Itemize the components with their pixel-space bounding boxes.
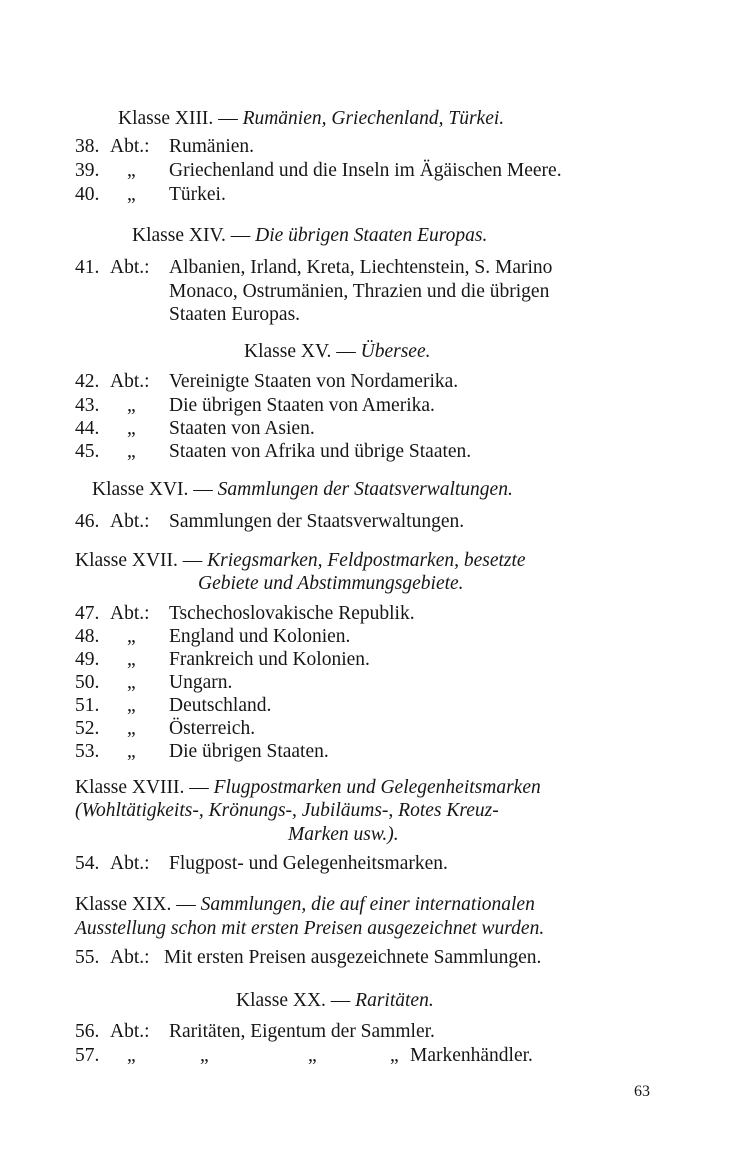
heading-dash: —: [336, 341, 356, 362]
entry-ditto: „: [127, 418, 136, 439]
class-label: Klasse XIX.: [75, 894, 172, 915]
entry-number: 38.: [75, 136, 100, 157]
heading-dash: —: [230, 225, 251, 246]
entry-number: 48.: [75, 626, 100, 647]
class-label: Klasse XIV.: [132, 225, 226, 246]
entry-number: 49.: [75, 649, 100, 670]
entry-number: 44.: [75, 418, 100, 439]
entry-text: Tschechoslovakische Republik.: [169, 603, 415, 624]
entry-text-continuation: Monaco, Ostrumänien, Thrazien und die übrigen: [169, 281, 550, 302]
heading-dash: —: [330, 990, 351, 1011]
heading-dash: —: [176, 894, 196, 915]
class-title: Die übrigen Staaten Europas.: [255, 225, 488, 246]
entry-number: 52.: [75, 718, 100, 739]
heading-dash: —: [189, 777, 209, 798]
class-label: Klasse XVII.: [75, 550, 178, 571]
entry-ditto: „: [127, 695, 136, 716]
entry-ditto: „: [127, 184, 136, 205]
entry-text: Staaten von Afrika und übrige Staaten.: [169, 441, 472, 462]
heading-dash: —: [182, 550, 203, 571]
class-title: Sammlungen, die auf einer internationalen: [200, 894, 535, 915]
entry-abt: Abt.:: [110, 603, 150, 624]
class-title: Rumänien, Griechenland, Türkei.: [242, 108, 505, 129]
class-title-continuation: Ausstellung schon mit ersten Preisen ausgezeichnet wurden.: [75, 918, 545, 939]
entry-text: Rumänien.: [169, 136, 255, 157]
entry-text: Flugpost- und Gelegenheitsmarken.: [169, 853, 448, 874]
entry-text: Griechenland und die Inseln im Ägäischen Meere.: [169, 160, 562, 181]
entry-number: 51.: [75, 695, 100, 716]
class-label: Klasse XVIII.: [75, 777, 185, 798]
entry-number: 43.: [75, 395, 100, 416]
entry-text: England und Kolonien.: [169, 626, 351, 647]
class-title-continuation: Gebiete und Abstimmungsgebiete.: [198, 573, 464, 594]
section-heading: [244, 340, 431, 364]
section-heading: [236, 989, 434, 1013]
entry-abt: Abt.:: [110, 853, 150, 874]
entry-text: Mit ersten Preisen ausgezeichnete Sammlungen.: [164, 947, 542, 968]
entry-ditto: „: [127, 1045, 136, 1066]
entry-text: Sammlungen der Staatsverwaltungen.: [169, 511, 465, 532]
section-heading: [132, 224, 487, 248]
heading-dash: —: [193, 479, 213, 500]
entry-text: Vereinigte Staaten von Nordamerika.: [169, 371, 459, 392]
entry-number: 57.: [75, 1045, 100, 1066]
class-label: Klasse XV.: [244, 341, 332, 362]
entry-text: Staaten von Asien.: [169, 418, 315, 439]
class-title: Kriegsmarken, Feldpostmarken, besetzte: [207, 550, 526, 571]
entry-abt: Abt.:: [110, 136, 150, 157]
entry-number: 56.: [75, 1021, 100, 1042]
entry-text: Ungarn.: [169, 672, 233, 693]
entry-abt: Abt.:: [110, 947, 150, 968]
entry-number: 53.: [75, 741, 100, 762]
entry-number: 41.: [75, 257, 100, 278]
section-heading: [75, 776, 541, 800]
class-label: Klasse XX.: [236, 990, 326, 1011]
heading-dash: —: [218, 108, 238, 129]
entry-ditto: „: [127, 741, 136, 762]
entry-ditto: „: [200, 1045, 209, 1066]
entry-ditto: „: [127, 672, 136, 693]
entry-ditto: „: [127, 441, 136, 462]
entry-text: Die übrigen Staaten von Amerika.: [169, 395, 435, 416]
class-title: Flugpostmarken und Gelegenheitsmarken: [213, 777, 541, 798]
entry-number: 54.: [75, 853, 100, 874]
entry-text: Die übrigen Staaten.: [169, 741, 329, 762]
entry-text: Raritäten, Eigentum der Sammler.: [169, 1021, 435, 1042]
section-heading: [75, 549, 526, 573]
entry-ditto: „: [127, 395, 136, 416]
entry-ditto: „: [308, 1045, 317, 1066]
class-label: Klasse XIII.: [118, 108, 214, 129]
entry-text: Türkei.: [169, 184, 226, 205]
page-number: 63: [634, 1083, 650, 1100]
class-title: Sammlungen der Staatsverwaltungen.: [217, 479, 513, 500]
section-heading: [118, 107, 504, 131]
entry-ditto: „: [127, 649, 136, 670]
entry-abt: Abt.:: [110, 371, 150, 392]
entry-ditto: „: [127, 160, 136, 181]
entry-text: Markenhändler.: [410, 1045, 533, 1066]
entry-ditto: „: [390, 1045, 399, 1066]
entry-ditto: „: [127, 626, 136, 647]
class-title: Übersee.: [360, 341, 431, 362]
entry-text: Frankreich und Kolonien.: [169, 649, 370, 670]
entry-number: 42.: [75, 371, 100, 392]
entry-text: Deutschland.: [169, 695, 272, 716]
entry-number: 40.: [75, 184, 100, 205]
entry-number: 47.: [75, 603, 100, 624]
class-title-continuation: (Wohltätigkeits-, Krönungs-, Jubiläums-, Rotes Kreuz-: [75, 800, 499, 821]
section-heading: [92, 478, 513, 502]
entry-number: 50.: [75, 672, 100, 693]
entry-abt: Abt.:: [110, 1021, 150, 1042]
class-title-continuation: Marken usw.).: [288, 824, 399, 845]
entry-abt: Abt.:: [110, 511, 150, 532]
entry-number: 46.: [75, 511, 100, 532]
entry-abt: Abt.:: [110, 257, 150, 278]
class-label: Klasse XVI.: [92, 479, 189, 500]
entry-ditto: „: [127, 718, 136, 739]
entry-text: Österreich.: [169, 718, 256, 739]
entry-text: Albanien, Irland, Kreta, Liechtenstein, S. Marino: [169, 257, 553, 278]
entry-number: 55.: [75, 947, 100, 968]
class-title: Raritäten.: [355, 990, 434, 1011]
entry-text-continuation: Staaten Europas.: [169, 304, 301, 325]
section-heading: [75, 893, 535, 917]
entry-number: 45.: [75, 441, 100, 462]
entry-number: 39.: [75, 160, 100, 181]
